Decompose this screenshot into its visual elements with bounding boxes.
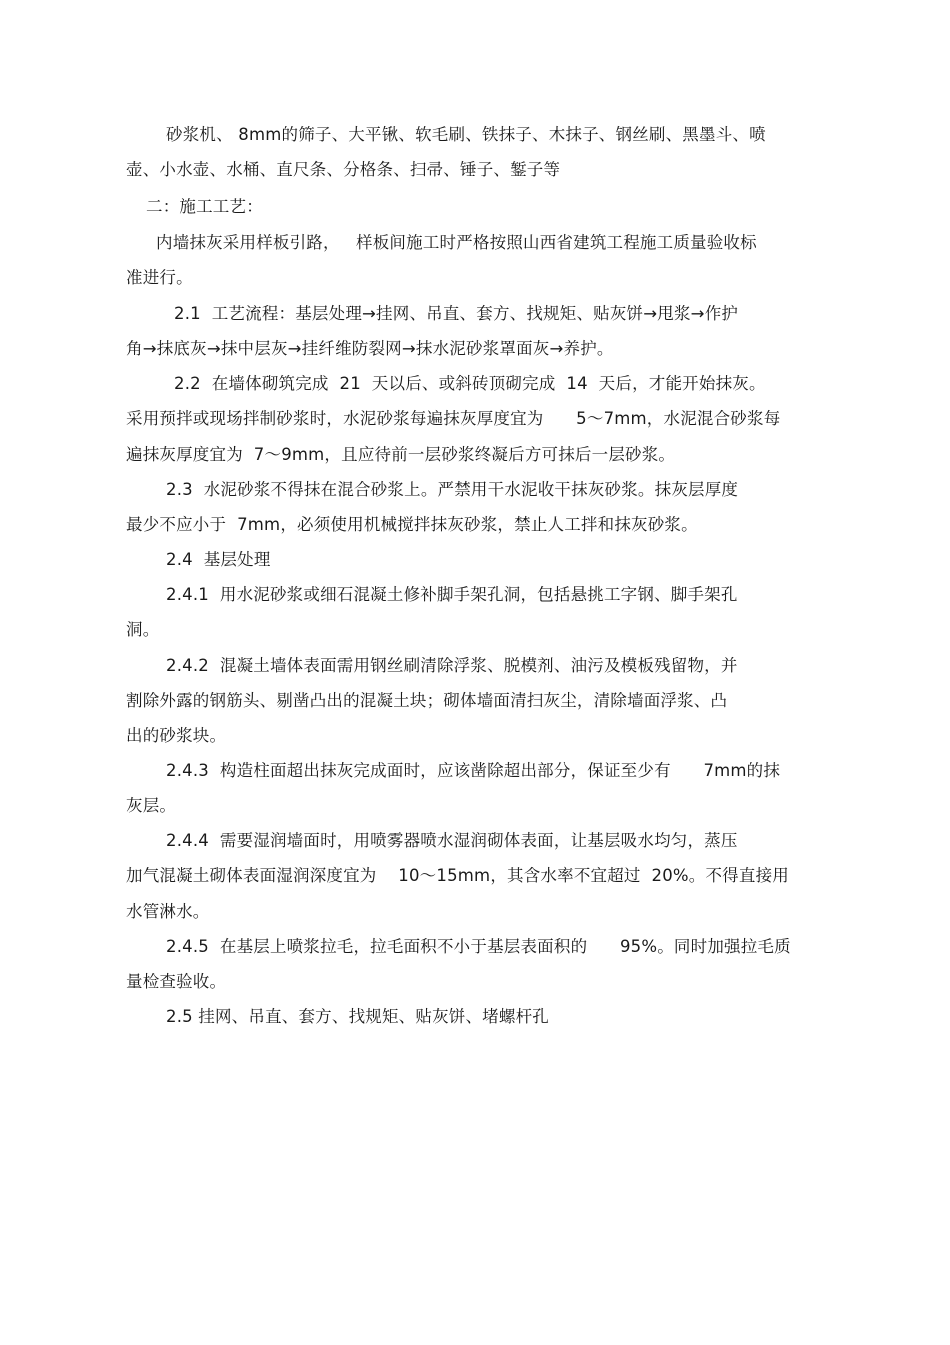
text-line: 灰层。 <box>126 796 177 815</box>
text-line: 加气混凝土砌体表面湿润深度宜为 10～15mm，其含水率不宜超过 20%。不得直接用 <box>126 866 789 885</box>
text-line: 最少不应小于 7mm，必须使用机械搅拌抹灰砂浆，禁止人工拌和抹灰砂浆。 <box>126 515 698 534</box>
section-heading: 二：施工工艺： <box>146 197 263 216</box>
text-line: 水管淋水。 <box>126 902 210 921</box>
text-line: 角→抹底灰→抹中层灰→挂纤维防裂网→抹水泥砂浆罩面灰→养护。 <box>126 339 614 358</box>
section-heading: 2.4 基层处理 <box>166 550 271 569</box>
section-heading: 2.5 挂网、吊直、套方、找规矩、贴灰饼、堵螺杆孔 <box>166 1007 549 1026</box>
text-line: 出的砂浆块。 <box>126 726 227 745</box>
text-line: 2.4.3 构造柱面超出抹灰完成面时，应该凿除超出部分，保证至少有 7mm的抹 <box>166 761 781 780</box>
text-line: 准进行。 <box>126 268 193 287</box>
text-line: 内墙抹灰采用样板引路， 样板间施工时严格按照山西省建筑工程施工质量验收标 <box>156 233 757 252</box>
text-line: 采用预拌或现场拌制砂浆时，水泥砂浆每遍抹灰厚度宜为 5～7mm，水泥混合砂浆每 <box>126 409 781 428</box>
text-line: 2.4.5 在基层上喷浆拉毛，拉毛面积不小于基层表面积的 95%。同时加强拉毛质 <box>166 937 791 956</box>
text-line: 2.4.4 需要湿润墙面时，用喷雾器喷水湿润砌体表面，让基层吸水均匀，蒸压 <box>166 831 738 850</box>
text-line: 割除外露的钢筋头、剔凿凸出的混凝土块；砌体墙面清扫灰尘，清除墙面浮浆、凸 <box>126 691 728 710</box>
text-line: 量检查验收。 <box>126 972 227 991</box>
text-line: 2.3 水泥砂浆不得抹在混合砂浆上。严禁用干水泥收干抹灰砂浆。抹灰层厚度 <box>166 480 739 499</box>
text-line: 洞。 <box>126 620 160 639</box>
text-line: 砂浆机、 8mm的筛子、大平锹、软毛刷、铁抹子、木抹子、钢丝刷、黑墨斗、喷 <box>166 125 766 144</box>
text-line: 2.1 工艺流程：基层处理→挂网、吊直、套方、找规矩、贴灰饼→甩浆→作护 <box>174 304 739 323</box>
text-line: 2.4.1 用水泥砂浆或细石混凝土修补脚手架孔洞，包括悬挑工字钢、脚手架孔 <box>166 585 738 604</box>
text-line: 壶、小水壶、水桶、直尺条、分格条、扫帚、锤子、錾子等 <box>126 160 561 179</box>
text-line: 遍抹灰厚度宜为 7～9mm，且应待前一层砂浆终凝后方可抹后一层砂浆。 <box>126 445 676 464</box>
text-line: 2.4.2 混凝土墙体表面需用钢丝刷清除浮浆、脱模剂、油污及模板残留物，并 <box>166 656 738 675</box>
text-line: 2.2 在墙体砌筑完成 21 天以后、或斜砖顶砌完成 14 天后，才能开始抹灰。 <box>174 374 766 393</box>
